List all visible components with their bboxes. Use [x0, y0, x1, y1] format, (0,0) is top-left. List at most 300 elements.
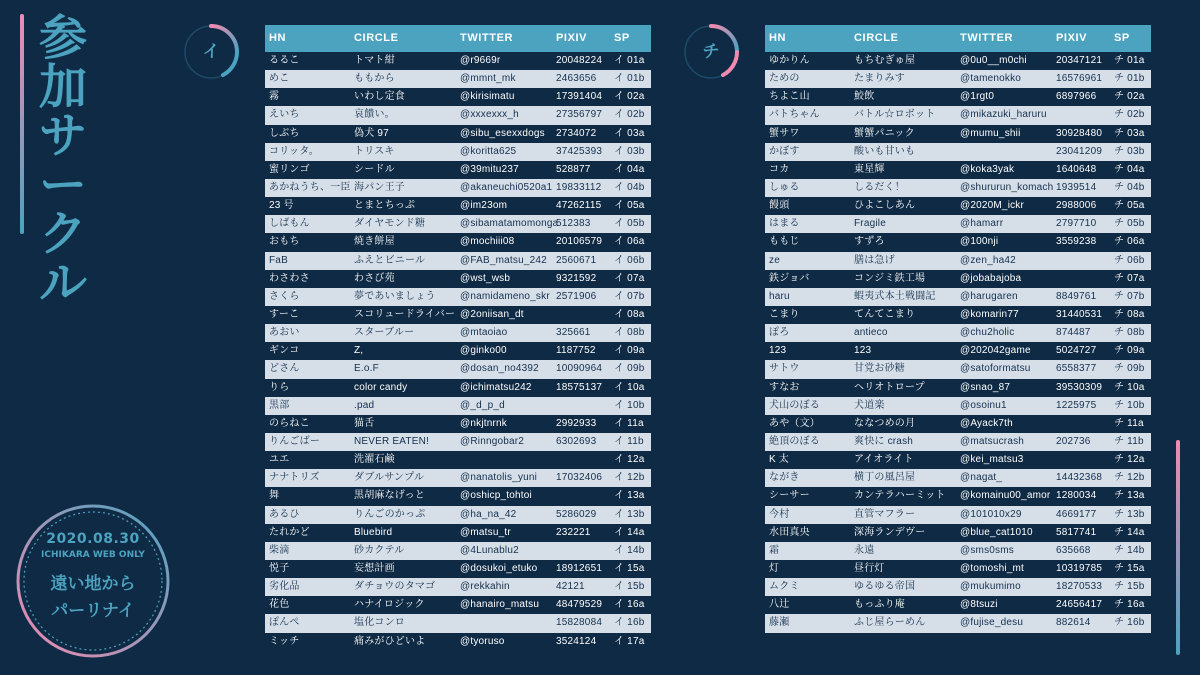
circle-cell: スターブルー — [354, 327, 415, 339]
sp-cell: チ 11b — [1114, 435, 1144, 447]
table-row — [765, 306, 1151, 324]
sp-cell: イ 03a — [614, 127, 645, 139]
hn-cell: たれかど — [269, 526, 310, 538]
twitter-cell: @dosan_no4392 — [460, 363, 539, 375]
header-sp: SP — [614, 32, 630, 44]
circle-cell: 猫舌 — [354, 417, 375, 429]
pixiv-cell: 27356797 — [556, 109, 603, 121]
table-row — [265, 88, 651, 106]
twitter-cell: @nkjtnrnk — [460, 417, 507, 429]
pixiv-cell: 2571906 — [556, 290, 597, 302]
twitter-cell: @komainu00_amor — [960, 490, 1051, 502]
header-pixiv: PIXIV — [1056, 32, 1088, 44]
sp-cell: イ 07b — [614, 290, 645, 302]
sp-cell: イ 17a — [614, 635, 645, 647]
hn-cell: りら — [269, 381, 290, 393]
pixiv-cell: 18575137 — [556, 381, 603, 393]
twitter-cell: @ichimatsu242 — [460, 381, 532, 393]
sp-cell: イ 16a — [614, 599, 645, 611]
circle-cell: 横丁の風呂屋 — [854, 472, 916, 484]
pixiv-cell: 30928480 — [1056, 127, 1103, 139]
hn-cell: ももじ — [769, 236, 800, 248]
circle-cell: ふじ屋らーめん — [854, 617, 926, 629]
circle-cell: トマト紺 — [354, 55, 395, 66]
hn-cell: ze — [769, 254, 780, 266]
circle-cell: とまとちっぷ — [354, 200, 416, 212]
sp-cell: イ 10a — [614, 381, 645, 393]
circle-cell: いわし定食 — [354, 91, 405, 103]
sp-cell: チ 07b — [1114, 290, 1145, 302]
title-char: 参 — [38, 10, 87, 66]
hn-cell: 悦子 — [269, 562, 290, 574]
table-row — [765, 433, 1151, 451]
table-row — [265, 197, 651, 215]
hn-cell: 水田真央 — [769, 526, 810, 538]
table-row — [765, 560, 1151, 578]
twitter-cell: @komarin77 — [960, 308, 1019, 320]
table-row — [765, 106, 1151, 124]
right-accent-bar — [1176, 440, 1180, 655]
hn-cell: ちよこ山 — [769, 91, 810, 103]
circle-cell: 焼き餅屋 — [354, 236, 395, 248]
circle-cell: もちむぎゅ屋 — [854, 55, 916, 66]
circle-cell: しるだく！ — [854, 181, 905, 193]
twitter-cell: @mmnt_mk — [460, 73, 516, 85]
sp-cell: イ 12a — [614, 454, 645, 466]
title-char: ー — [38, 157, 87, 213]
pixiv-cell: 23041209 — [1056, 145, 1103, 157]
table-row — [765, 270, 1151, 288]
circle-cell: NEVER EATEN! — [354, 435, 430, 447]
hn-cell: さくら — [269, 290, 300, 302]
hn-cell: 劣化品 — [269, 581, 300, 593]
sp-cell: チ 06a — [1114, 236, 1145, 248]
table-header — [265, 25, 651, 52]
table-row — [765, 487, 1151, 505]
hn-cell: ナナトリズ — [269, 472, 320, 484]
pixiv-cell: 1187752 — [556, 345, 596, 357]
pixiv-cell: 1939514 — [1056, 181, 1097, 193]
circle-cell: 犬道楽 — [854, 399, 885, 411]
hn-cell: シーサー — [769, 490, 810, 502]
table-row — [265, 487, 651, 505]
twitter-cell: @xxxexxx_h — [460, 109, 519, 121]
hn-cell: はまる — [769, 218, 800, 230]
twitter-cell: @2oniisan_dt — [460, 308, 524, 320]
table-row — [265, 288, 651, 306]
hn-cell: 犬山のぼる — [769, 399, 820, 411]
hn-cell: ぽんぺ — [269, 617, 300, 629]
header-hn: HN — [269, 32, 287, 44]
pixiv-cell: 8849761 — [1056, 290, 1097, 302]
hn-cell: 花色 — [269, 599, 290, 611]
hn-cell: ユエ — [269, 454, 290, 466]
table-row — [265, 469, 651, 487]
pixiv-cell: 528877 — [556, 163, 591, 175]
table-row — [265, 596, 651, 614]
title-char: ク — [38, 206, 87, 262]
pixiv-cell: 1225975 — [1056, 399, 1097, 411]
pixiv-cell: 39530309 — [1056, 381, 1103, 393]
pixiv-cell: 3524124 — [556, 635, 597, 647]
table-row — [265, 379, 651, 397]
circle-cell: てんてこまり — [854, 308, 916, 320]
table-row — [765, 360, 1151, 378]
hn-cell: サトウ — [769, 363, 800, 375]
hn-cell: 八辻 — [769, 599, 790, 611]
hn-cell: りんごばー — [269, 435, 320, 447]
header-sp: SP — [1114, 32, 1130, 44]
hn-cell: 123 — [769, 345, 787, 357]
sp-cell: チ 06b — [1114, 254, 1145, 266]
sp-cell: イ 11a — [614, 417, 644, 429]
twitter-cell: @sibamatamomonga — [460, 218, 558, 230]
circle-cell: ハナイロジック — [354, 599, 425, 611]
hn-cell: あかねうち、一臣 — [269, 181, 351, 193]
pixiv-cell: 10090964 — [556, 363, 603, 375]
twitter-cell: @mumu_shii — [960, 127, 1021, 139]
pixiv-cell: 2992933 — [556, 417, 597, 429]
circle-cell: 直管マフラー — [854, 508, 916, 520]
hn-cell: あや（文） — [769, 417, 820, 429]
circle-cell: 深海ランデヴー — [854, 526, 926, 538]
circle-cell: コンジミ鉄工場 — [854, 272, 926, 284]
pixiv-cell: 202736 — [1056, 435, 1091, 447]
header-pixiv: PIXIV — [556, 32, 588, 44]
pixiv-cell: 6302693 — [556, 435, 597, 447]
table-row — [265, 161, 651, 179]
twitter-cell: @shururun_komach — [960, 181, 1054, 193]
circle-cell: ももから — [354, 73, 395, 85]
twitter-cell: @nanatolis_yuni — [460, 472, 538, 484]
header-twitter: TWITTER — [460, 32, 514, 44]
sp-cell: チ 11a — [1114, 417, 1144, 429]
table-row — [765, 233, 1151, 251]
sp-cell: イ 15a — [614, 562, 645, 574]
pixiv-cell: 16576961 — [1056, 73, 1103, 85]
circle-cell: 海パン王子 — [354, 181, 405, 193]
table-row — [265, 252, 651, 270]
table-row — [765, 379, 1151, 397]
event-date: 2020.08.30 — [46, 531, 140, 547]
circle-cell: 甘党お砂糖 — [854, 363, 905, 375]
circle-cell: もっふり庵 — [854, 599, 905, 611]
pixiv-cell: 5024727 — [1056, 345, 1097, 357]
circle-table-chi — [765, 25, 1151, 633]
pixiv-cell: 2797710 — [1056, 218, 1097, 230]
hn-cell: すーこ — [269, 308, 300, 320]
sp-cell: チ 15b — [1114, 581, 1145, 593]
table-row — [265, 70, 651, 88]
twitter-cell: @snao_87 — [960, 381, 1011, 393]
hn-cell: 絶頂のぼる — [769, 435, 820, 447]
pixiv-cell: 6558377 — [1056, 363, 1097, 375]
sp-cell: イ 02a — [614, 91, 645, 103]
sp-cell: イ 08b — [614, 327, 645, 339]
circle-cell: 酸いも甘いも — [854, 145, 916, 157]
twitter-cell: @oshicp_tohtoi — [460, 490, 532, 502]
table-row — [765, 125, 1151, 143]
sp-cell: チ 07a — [1114, 272, 1145, 284]
pixiv-cell: 882614 — [1056, 617, 1091, 629]
sp-cell: チ 16a — [1114, 599, 1145, 611]
sp-cell: チ 13a — [1114, 490, 1145, 502]
hn-cell: ムクミ — [769, 581, 800, 593]
twitter-cell: @blue_cat1010 — [960, 526, 1033, 538]
hn-cell: 霧 — [269, 91, 280, 103]
table-row — [765, 252, 1151, 270]
circle-cell: 鮫飲 — [854, 91, 875, 103]
twitter-cell: @FAB_matsu_242 — [460, 254, 547, 266]
twitter-cell: @mtaoiao — [460, 327, 508, 339]
pixiv-cell: 5817741 — [1056, 526, 1097, 538]
hn-cell: こまり — [769, 308, 800, 320]
circle-cell: たまりみす — [854, 73, 905, 85]
twitter-cell: @harugaren — [960, 290, 1018, 302]
event-name-line2: パーリナイ — [51, 601, 135, 621]
hn-cell: おもち — [269, 236, 300, 248]
page-title — [33, 10, 93, 311]
pixiv-cell: 20347121 — [1056, 55, 1103, 66]
circle-cell: ゆるゆる帝国 — [854, 581, 916, 593]
pixiv-cell: 18270533 — [1056, 581, 1103, 593]
circle-cell: 塩化コンロ — [354, 617, 405, 629]
sp-cell: チ 03a — [1114, 127, 1145, 139]
pixiv-cell: 2463656 — [556, 73, 597, 85]
twitter-cell: @wst_wsb — [460, 272, 511, 284]
circle-cell: ななつめの月 — [854, 417, 916, 429]
table-row — [765, 578, 1151, 596]
twitter-cell: @mochiii08 — [460, 236, 515, 248]
sp-cell: チ 16b — [1114, 617, 1145, 629]
sp-cell: イ 02b — [614, 109, 645, 121]
sp-cell: イ 01a — [614, 55, 645, 66]
circle-cell: シードル — [354, 163, 395, 175]
hn-cell: しゅる — [769, 181, 800, 193]
hn-cell: ミッチ — [269, 635, 300, 647]
hn-cell: 23 号 — [269, 200, 294, 212]
pixiv-cell: 15828084 — [556, 617, 603, 629]
twitter-cell: @tyoruso — [460, 635, 505, 647]
hn-cell: ための — [769, 73, 800, 85]
hn-cell: バトちゃん — [769, 109, 820, 121]
sp-cell: イ 09a — [614, 345, 645, 357]
hn-cell: かぼす — [769, 145, 800, 157]
twitter-cell: @tomoshi_mt — [960, 562, 1025, 574]
table-row — [265, 397, 651, 415]
table-row — [765, 415, 1151, 433]
hn-cell: のらねこ — [269, 417, 310, 429]
twitter-cell: @0u0__m0chi — [960, 55, 1027, 66]
circle-cell: 昼行灯 — [854, 562, 885, 574]
table-row — [765, 52, 1151, 70]
table-row — [265, 451, 651, 469]
circle-cell: ダチョウのタマゴ — [354, 581, 436, 593]
table-row — [265, 233, 651, 251]
sp-cell: イ 04a — [614, 163, 645, 175]
table-row — [765, 524, 1151, 542]
pixiv-cell: 20048224 — [556, 55, 603, 66]
pixiv-cell: 2988006 — [1056, 200, 1097, 212]
badge-letter: チ — [702, 42, 720, 62]
circle-cell: 123 — [854, 345, 872, 357]
sp-cell: イ 11b — [614, 435, 644, 447]
twitter-cell: @r9669r — [460, 55, 501, 66]
twitter-cell: @Ayack7th — [960, 417, 1013, 429]
sp-cell: イ 14a — [614, 526, 645, 538]
twitter-cell: @kirisimatu — [460, 91, 515, 103]
hn-cell: ぽろ — [769, 327, 790, 339]
twitter-cell: @matsucrash — [960, 435, 1025, 447]
sp-cell: チ 02b — [1114, 109, 1145, 121]
pixiv-cell: 232221 — [556, 526, 591, 538]
circle-cell: 夢であいましょう — [354, 290, 436, 302]
sp-cell: イ 06a — [614, 236, 645, 248]
pixiv-cell: 6897966 — [1056, 91, 1097, 103]
circle-cell: スコリュードライバー — [354, 308, 456, 320]
hn-cell: FaB — [269, 254, 288, 266]
circle-cell: りんごのかっぷ — [354, 508, 426, 520]
table-row — [265, 633, 651, 651]
sp-cell: チ 05b — [1114, 218, 1145, 230]
twitter-cell: @_d_p_d — [460, 399, 505, 411]
twitter-cell: @koritta625 — [460, 145, 517, 157]
twitter-cell: @nagat_ — [960, 472, 1003, 484]
twitter-cell: @dosukoi_etuko — [460, 562, 538, 574]
twitter-cell: @osoinu1 — [960, 399, 1007, 411]
hn-cell: haru — [769, 290, 790, 302]
event-stamp — [14, 502, 172, 660]
table-row — [765, 88, 1151, 106]
twitter-cell: @satoformatsu — [960, 363, 1031, 375]
hn-cell: めこ — [269, 73, 290, 85]
pixiv-cell: 2560671 — [556, 254, 597, 266]
twitter-cell: @ha_na_42 — [460, 508, 517, 520]
twitter-cell: @2020M_ickr — [960, 200, 1025, 212]
event-subtitle: ICHIKARA WEB ONLY — [41, 550, 145, 560]
sp-cell: チ 14a — [1114, 526, 1145, 538]
circle-cell: アイオライト — [854, 454, 914, 466]
circle-cell: ダブルサンプル — [354, 472, 425, 484]
pixiv-cell: 14432368 — [1056, 472, 1103, 484]
pixiv-cell: 37425393 — [556, 145, 603, 157]
table-row — [765, 179, 1151, 197]
sp-cell: イ 16b — [614, 617, 645, 629]
table-row — [765, 506, 1151, 524]
sp-cell: チ 05a — [1114, 200, 1145, 212]
sp-cell: チ 08b — [1114, 327, 1145, 339]
sp-cell: イ 06b — [614, 254, 645, 266]
hn-cell: わさわさ — [269, 272, 310, 284]
sp-cell: チ 14b — [1114, 544, 1145, 556]
twitter-cell: @100nji — [960, 236, 999, 248]
sp-cell: チ 08a — [1114, 308, 1145, 320]
circle-cell: ひよこしあん — [854, 200, 916, 212]
hn-cell: えいち — [269, 109, 300, 121]
table-row — [265, 179, 651, 197]
circle-cell: 哀饋い。 — [354, 109, 395, 121]
circle-cell: E.o.F — [354, 363, 379, 375]
circle-cell: 蟹蟹パニック — [854, 127, 915, 139]
pixiv-cell: 9321592 — [556, 272, 597, 284]
header-twitter: TWITTER — [960, 32, 1014, 44]
sp-cell: チ 02a — [1114, 91, 1145, 103]
circle-cell: 爽快に crash — [854, 435, 914, 447]
hn-cell: 蟹サワ — [769, 127, 800, 139]
circle-cell: antieco — [854, 327, 888, 339]
sp-cell: イ 14b — [614, 544, 645, 556]
pixiv-cell: 1280034 — [1056, 490, 1097, 502]
block-badge-left — [183, 24, 239, 80]
hn-cell: 今村 — [769, 508, 790, 520]
table-row — [765, 596, 1151, 614]
hn-cell: ながき — [769, 472, 800, 484]
sp-cell: チ 01b — [1114, 73, 1145, 85]
hn-cell: るるこ — [269, 55, 300, 66]
title-char: サ — [38, 108, 87, 164]
hn-cell: あおい — [269, 327, 300, 339]
sp-cell: イ 12b — [614, 472, 645, 484]
circle-cell: 砂カクテル — [354, 544, 405, 556]
title-char: 加 — [38, 59, 87, 115]
table-row — [265, 614, 651, 632]
circle-cell: .pad — [354, 399, 375, 411]
twitter-cell: @fujise_desu — [960, 617, 1024, 629]
circle-cell: わさび苑 — [354, 272, 395, 284]
circle-cell: 膳は急げ — [854, 254, 895, 266]
pixiv-cell: 42121 — [556, 581, 585, 593]
pixiv-cell: 18912651 — [556, 562, 603, 574]
table-row — [265, 560, 651, 578]
sp-cell: イ 07a — [614, 272, 645, 284]
twitter-cell: @kei_matsu3 — [960, 454, 1024, 466]
table-row — [265, 360, 651, 378]
table-row — [765, 542, 1151, 560]
sp-cell: チ 09b — [1114, 363, 1145, 375]
table-row — [765, 469, 1151, 487]
table-row — [265, 433, 651, 451]
hn-cell: 舞 — [269, 490, 280, 502]
twitter-cell: @namidameno_skr — [460, 290, 550, 302]
circle-cell: 洗濯石鹸 — [354, 454, 395, 466]
twitter-cell: @matsu_tr — [460, 526, 511, 538]
header-hn: HN — [769, 32, 787, 44]
table-row — [765, 324, 1151, 342]
table-row — [265, 215, 651, 233]
pixiv-cell: 5286029 — [556, 508, 597, 520]
hn-cell: ギンコ — [269, 345, 300, 357]
sp-cell: チ 12b — [1114, 472, 1145, 484]
hn-cell: コリッタ。 — [269, 145, 319, 157]
twitter-cell: @akaneuchi0520a1 — [460, 181, 553, 193]
hn-cell: ゆかりん — [769, 55, 810, 66]
hn-cell: コカ — [769, 163, 790, 175]
pixiv-cell: 20106579 — [556, 236, 603, 248]
pixiv-cell: 17391404 — [556, 91, 603, 103]
sp-cell: イ 15b — [614, 581, 645, 593]
hn-cell: あるひ — [269, 508, 300, 520]
sp-cell: イ 10b — [614, 399, 645, 411]
twitter-cell: @jobabajoba — [960, 272, 1022, 284]
table-row — [265, 52, 651, 70]
table-row — [265, 324, 651, 342]
twitter-cell: @1rgt0 — [960, 91, 995, 103]
sp-cell: イ 05b — [614, 218, 645, 230]
hn-cell: 柴滴 — [269, 544, 290, 556]
header-circle: CIRCLE — [354, 32, 399, 44]
sp-cell: チ 04a — [1114, 163, 1145, 175]
twitter-cell: @koka3yak — [960, 163, 1015, 175]
